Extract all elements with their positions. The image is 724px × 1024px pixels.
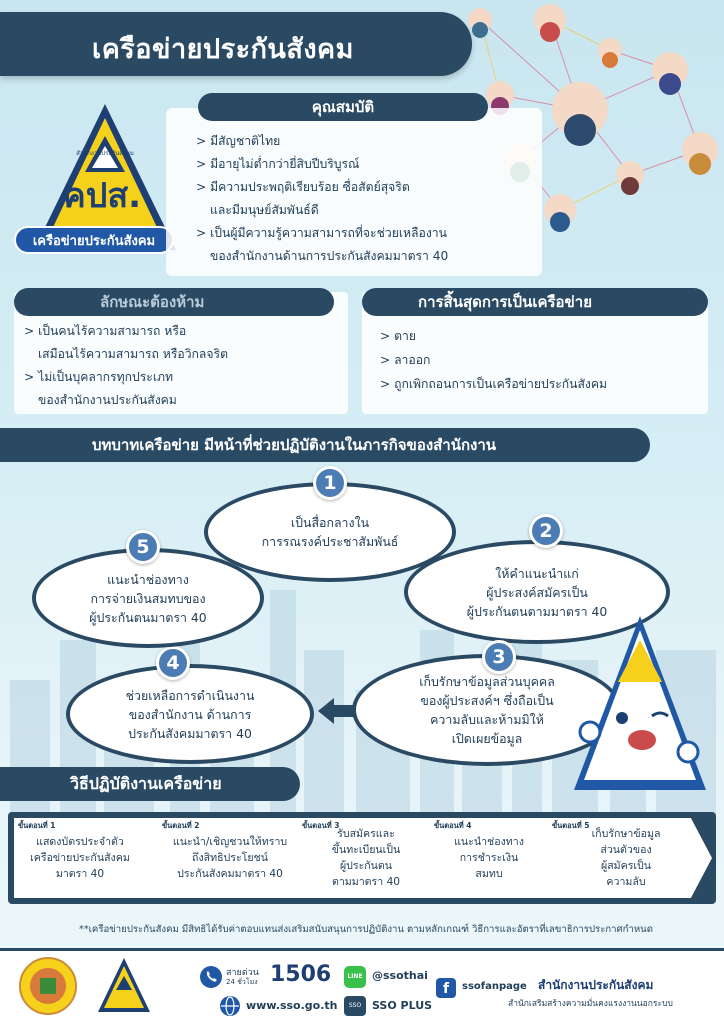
step-2-text: แนะนำ/เชิญชวนให้ทราบ ถึงสิทธิประโยชน์ ประกันสังคมมาตรา 40 bbox=[172, 836, 288, 880]
prohibited-title: ลักษณะต้องห้าม bbox=[14, 288, 334, 316]
website-link[interactable]: www.sso.go.th bbox=[246, 999, 338, 1012]
step-3-tag: ขั้นตอนที่ 3 bbox=[302, 821, 340, 830]
logo-mark-text: คปส. bbox=[63, 176, 141, 216]
line-id[interactable]: @ssothai bbox=[372, 969, 428, 982]
role-5: แนะนำช่องทาง การจ่ายเงินสมทบของ ผู้ประกันตนมาตรา 40 bbox=[32, 548, 264, 648]
mascot-illustration bbox=[570, 612, 710, 802]
list-item: > มีอายุไม่ต่ำกว่ายี่สิบปีบริบูรณ์ bbox=[196, 157, 360, 171]
role-2-number-badge: 2 bbox=[529, 514, 563, 548]
step-4-tag: ขั้นตอนที่ 4 bbox=[434, 821, 472, 830]
step-1-tag: ขั้นตอนที่ 1 bbox=[18, 821, 56, 830]
list-item: > ถูกเพิกถอนการเป็นเครือข่ายประกันสังคม bbox=[380, 377, 608, 391]
step-1-text: แสดงบัตรประจำตัว เครือข่ายประกันสังคม มาตรา 40 bbox=[30, 836, 130, 880]
list-item: เสมือนไร้ความสามารถ หรือวิกลจริต bbox=[38, 347, 228, 361]
phone-icon bbox=[200, 966, 222, 988]
role-1-number-badge: 1 bbox=[313, 466, 347, 500]
step-3-text: รับสมัครและ ขึ้นทะเบียนเป็น ผู้ประกันตน ตามมาตรา 40 bbox=[331, 828, 401, 888]
list-item: ของสำนักงานประกันสังคม bbox=[38, 393, 177, 407]
flow-arrow-left-icon bbox=[318, 698, 354, 724]
step-2-tag: ขั้นตอนที่ 2 bbox=[162, 821, 200, 830]
hotline-label: สายด่วน bbox=[226, 968, 259, 978]
sso-logo-icon bbox=[96, 956, 152, 1016]
list-item: > มีสัญชาติไทย bbox=[196, 134, 281, 148]
footnote: **เครือข่ายประกันสังคม มีสิทธิได้รับค่าตอบแทนส่งเสริมสนับสนุนการปฏิบัติงาน ตามหลักเกณฑ์ วิธีการและอัตราที่เลขาธิการประกาศกำหนด bbox=[79, 924, 653, 935]
step-5-text: เก็บรักษาข้อมูล ส่วนตัวของ ผู้สมัครเป็น ความลับ bbox=[591, 828, 661, 888]
role-1: เป็นสื่อกลางใน การรณรงค์ประชาสัมพันธ์ bbox=[204, 482, 456, 582]
facebook-icon: f bbox=[436, 978, 456, 998]
page-title: เครือข่ายประกันสังคม bbox=[92, 34, 354, 65]
list-item: > เป็นคนไร้ความสามารถ หรือ bbox=[24, 324, 187, 338]
role-4: ช่วยเหลือการดำเนินงาน ของสำนักงาน ด้านการ ประกันสังคมมาตรา 40 bbox=[66, 664, 314, 764]
logo-small-text: สำนักงานประกันสังคม bbox=[76, 150, 134, 157]
list-item: > ตาย bbox=[380, 329, 416, 343]
qualifications-title: คุณสมบัติ bbox=[198, 93, 488, 121]
list-item: และมีมนุษย์สัมพันธ์ดี bbox=[210, 203, 319, 217]
prohibited-list bbox=[24, 320, 344, 412]
termination-list bbox=[380, 324, 700, 396]
termination-title: การสิ้นสุดการเป็นเครือข่าย bbox=[362, 288, 708, 316]
hotline-number[interactable]: 1506 bbox=[270, 962, 332, 987]
role-2: ให้คำแนะนำแก่ ผู้ประสงค์สมัครเป็น ผู้ประกันตนตามมาตรา 40 bbox=[404, 540, 670, 644]
list-item: ของสำนักงานด้านการประกันสังคมมาตรา 40 bbox=[210, 249, 449, 263]
sso-plus-app[interactable]: SSO PLUS bbox=[372, 999, 433, 1012]
organization-subname: สำนักเสริมสร้างความมั่นคงแรงงานนอกระบบ bbox=[508, 999, 673, 1009]
ministry-emblem-icon bbox=[18, 956, 78, 1018]
globe-icon bbox=[220, 996, 240, 1016]
step-4-text: แนะนำช่องทาง การชำระเงิน สมทบ bbox=[454, 836, 524, 880]
list-item: > เป็นผู้มีความรู้ความสามารถที่จะช่วยเหลืองาน bbox=[196, 226, 447, 240]
method-title: วิธีปฏิบัติงานเครือข่าย bbox=[0, 767, 300, 801]
facebook-page[interactable]: ssofanpage bbox=[462, 981, 527, 992]
qualifications-list bbox=[196, 130, 536, 268]
organization-name: สำนักงานประกันสังคม bbox=[538, 978, 654, 992]
roles-title: บทบาทเครือข่าย มีหน้าที่ช่วยปฏิบัติงานในภารกิจของสำนักงาน bbox=[0, 428, 650, 462]
role-3-number-badge: 3 bbox=[482, 640, 516, 674]
hotline-hours: 24 ชั่วโมง bbox=[226, 978, 258, 986]
role-5-number-badge: 5 bbox=[126, 530, 160, 564]
sso-plus-icon: SSO bbox=[344, 996, 366, 1016]
step-5-tag: ขั้นตอนที่ 5 bbox=[552, 821, 590, 830]
logo-band-text: เครือข่ายประกันสังคม bbox=[14, 226, 174, 254]
footer-divider bbox=[0, 948, 724, 951]
list-item: > มีความประพฤติเรียบร้อย ซื่อสัตย์สุจริต bbox=[196, 180, 410, 194]
role-3: เก็บรักษาข้อมูลส่วนบุคคล ของผู้ประสงค์ฯ ซึ่งถือเป็น ความลับและห้ามมิให้ เปิดเผยข้อมูล bbox=[352, 654, 622, 766]
line-icon: LINE bbox=[344, 966, 366, 988]
list-item: > ไม่เป็นบุคลากรทุกประเภท bbox=[24, 370, 174, 384]
list-item: > ลาออก bbox=[380, 353, 431, 367]
role-4-number-badge: 4 bbox=[156, 646, 190, 680]
